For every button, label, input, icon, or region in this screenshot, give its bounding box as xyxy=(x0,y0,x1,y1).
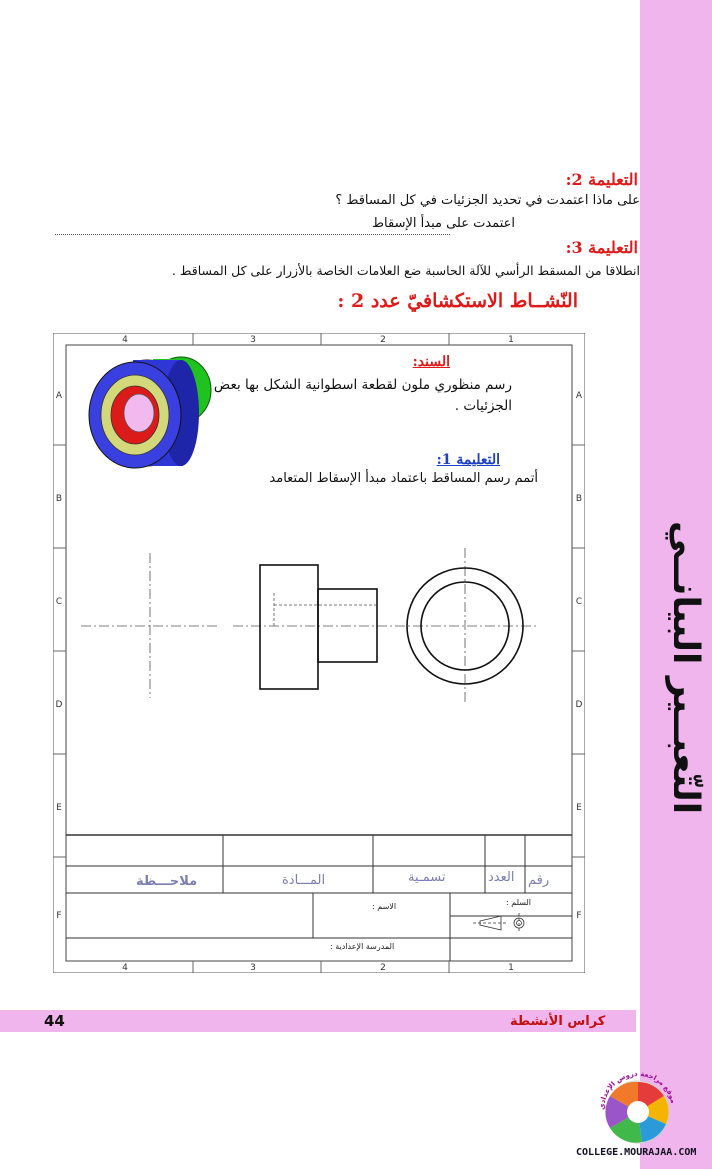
book-title: كراس الأنشطة xyxy=(510,1014,606,1029)
zone-number-1-bottom: 1 xyxy=(508,963,514,973)
cartouche-scale-label: السلم : xyxy=(506,898,532,907)
cartouche-school-label: المدرسة الإعدادية : xyxy=(330,942,395,951)
page-number: 44 xyxy=(44,1012,65,1030)
zone-number-2-top: 2 xyxy=(380,335,386,345)
activity-title: النّشــاط الاستكشافيّ عدد 2 : xyxy=(337,290,578,312)
zone-letter-c-left: C xyxy=(55,597,63,607)
instruction-3-text: انطلاقا من المسقط الرأسي للآلة الحاسبة ضع العلامات الخاصة بالأزرار على كل المساقط . xyxy=(171,263,640,278)
cartouche-material-header: المـــادة xyxy=(282,873,326,888)
zone-letter-c-right: C xyxy=(575,597,583,607)
cartouche-count-header: العدد xyxy=(488,870,515,885)
zone-letter-f-right: F xyxy=(576,911,582,921)
cartouche-name-header: تسمـية xyxy=(408,870,446,885)
zone-letter-a-left: A xyxy=(55,391,63,401)
instruction-2-answer: اعتمدت على مبدأ الإسقاط xyxy=(372,216,515,231)
zone-letter-b-right: B xyxy=(575,494,583,504)
chapter-title: التّعبــير البيانــي xyxy=(665,521,706,815)
task-1-text: أتمم رسم المساقط باعتماد مبدأ الإسقاط المتعامد xyxy=(269,471,538,486)
instruction-2-question: على ماذا اعتمدت في تحديد الجزئيات في كل المساقط ؟ xyxy=(335,193,640,208)
zone-letter-e-left: E xyxy=(56,803,62,813)
zone-letter-a-right: A xyxy=(575,391,583,401)
site-logo xyxy=(594,1066,682,1146)
sanad-label: السند: xyxy=(412,354,450,370)
zone-letter-f-left: F xyxy=(56,911,62,921)
logo-ring-text: موقع مراجعة دروس الإعدادي xyxy=(597,1069,678,1111)
cartouche-name-label: الاسم : xyxy=(372,902,397,911)
instruction-2-label: التعليمة 2: xyxy=(565,170,638,189)
zone-letter-b-left: B xyxy=(55,494,63,504)
zone-number-2-bottom: 2 xyxy=(380,963,386,973)
site-url: COLLEGE.MOURAJAA.COM xyxy=(576,1147,697,1158)
instruction-3-label: التعليمة 3: xyxy=(565,238,638,257)
zone-number-1-top: 1 xyxy=(508,335,514,345)
cartouche-number-header: رقم xyxy=(528,873,550,888)
zone-number-4-bottom: 4 xyxy=(122,963,128,973)
zone-letter-e-right: E xyxy=(576,803,582,813)
zone-number-3-top: 3 xyxy=(250,335,256,345)
zone-number-3-bottom: 3 xyxy=(250,963,256,973)
zone-number-4-top: 4 xyxy=(122,335,128,345)
task-1-label: التعليمة 1: xyxy=(436,452,500,468)
answer-dotted-line xyxy=(55,224,450,235)
zone-letter-d-left: D xyxy=(55,700,63,710)
cartouche-notes-header: ملاحـــظة xyxy=(136,874,198,889)
sanad-text: رسم منظوري ملون لقطعة اسطوانية الشكل بها بعض الجزئيات . xyxy=(213,377,512,414)
zone-letter-d-right: D xyxy=(575,700,583,710)
